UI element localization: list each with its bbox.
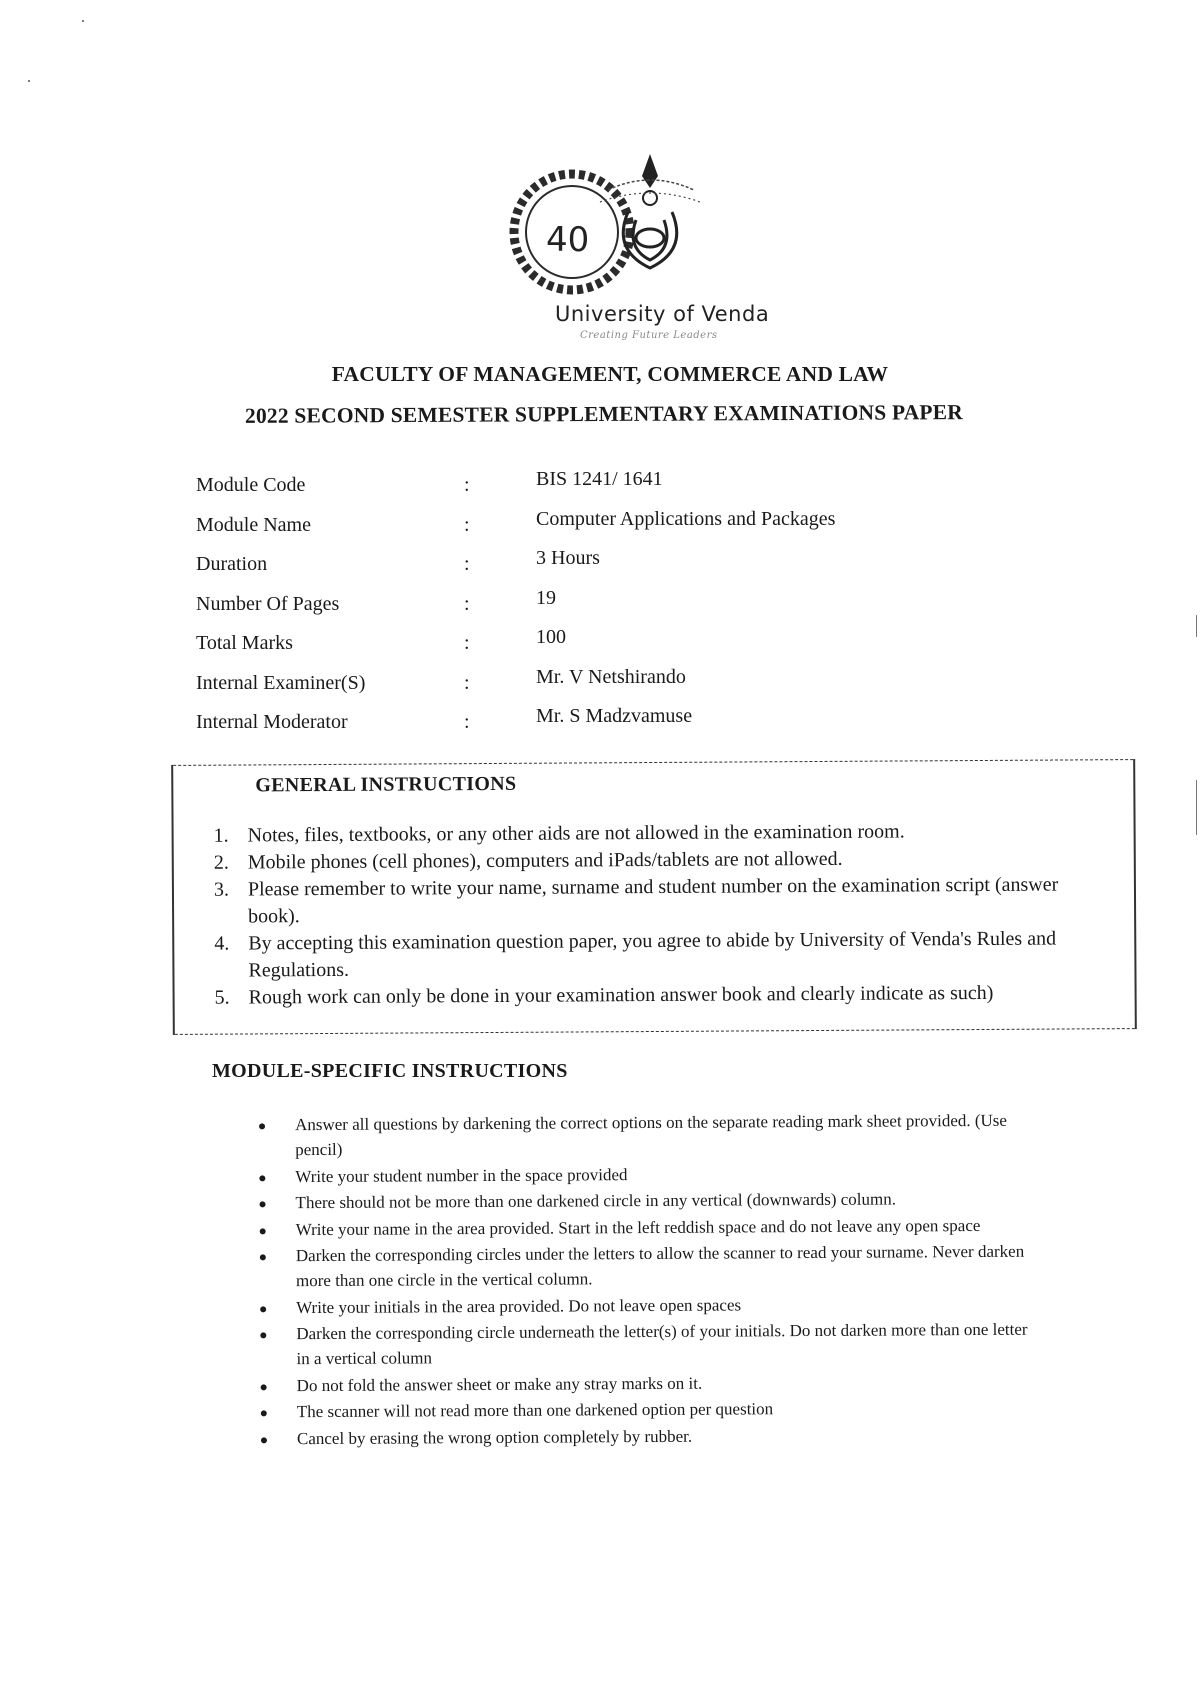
detail-label: Internal Moderator xyxy=(196,711,348,733)
university-name: University of Venda xyxy=(555,302,770,326)
list-item xyxy=(258,1317,1038,1372)
bullet-icon xyxy=(261,1437,267,1443)
general-instructions-box xyxy=(171,759,1137,1035)
detail-value: Mr. V Netshirando xyxy=(536,665,686,688)
detail-colon: : xyxy=(464,671,470,694)
detail-colon: : xyxy=(464,513,470,536)
list-number: 5. xyxy=(214,986,230,1009)
detail-row-internal-moderator xyxy=(196,705,956,745)
list-item-text: Do not fold the answer sheet or make any stray marks on it. xyxy=(296,1373,703,1395)
detail-value: 19 xyxy=(536,586,556,609)
detail-value: BIS 1241/ 1641 xyxy=(536,468,663,490)
list-item-text: Rough work can only be done in your examination answer book and clearly indicate as such) xyxy=(248,981,994,1009)
list-item xyxy=(258,1212,1038,1242)
list-number: 4. xyxy=(214,932,230,955)
detail-label: Number Of Pages xyxy=(196,592,340,615)
bullet-icon xyxy=(259,1175,265,1181)
general-instructions-list xyxy=(214,817,1115,1011)
bullet-icon xyxy=(260,1201,266,1207)
bullet-icon xyxy=(260,1332,266,1338)
detail-row-module-name xyxy=(196,508,956,548)
detail-row-number-of-pages xyxy=(196,587,956,627)
detail-value: Computer Applications and Packages xyxy=(536,507,836,530)
list-item xyxy=(215,979,1115,1011)
detail-colon: : xyxy=(464,553,470,575)
detail-colon: : xyxy=(464,474,470,496)
list-item-text: Please remember to write your name, surname and student number on the examination script (answer book). xyxy=(247,873,1059,928)
list-item xyxy=(257,1186,1037,1216)
list-item xyxy=(257,1108,1037,1163)
university-crest-icon xyxy=(500,150,760,310)
list-item-text: Mobile phones (cell phones), computers and iPads/tablets are not allowed. xyxy=(247,847,843,874)
bullet-icon xyxy=(261,1410,267,1416)
exam-title: 2022 SECOND SEMESTER SUPPLEMENTARY EXAMINATIONS PAPER xyxy=(244,400,964,428)
list-item-text: Darken the corresponding circles under the letters to allow the scanner to read your surname. Never darken more than one circle in the vertical column. xyxy=(295,1241,1025,1291)
list-item xyxy=(259,1368,1039,1398)
faculty-heading: FACULTY OF MANAGEMENT, COMMERCE AND LAW xyxy=(331,362,889,386)
list-item-text: Cancel by erasing the wrong option completely by rubber. xyxy=(296,1426,693,1448)
list-item xyxy=(257,1159,1037,1189)
list-item-text: Write your name in the area provided. Start in the left reddish space and do not leave any open space xyxy=(295,1215,981,1239)
list-number: 3. xyxy=(213,878,230,901)
list-item-text: There should not be more than one darkened circle in any vertical (downwards) column. xyxy=(295,1189,897,1213)
module-instructions-list xyxy=(257,1108,1039,1453)
detail-value: 3 Hours xyxy=(536,547,600,569)
list-item-text: Notes, files, textbooks, or any other aids are not allowed in the examination room. xyxy=(247,820,905,847)
list-item-text: Answer all questions by darkening the correct options on the separate reading mark sheet provided. (Use pencil) xyxy=(294,1110,1007,1160)
university-motto: Creating Future Leaders xyxy=(580,330,718,341)
scan-speck xyxy=(82,20,84,22)
list-item-text: The scanner will not read more than one darkened option per question xyxy=(296,1399,774,1422)
scan-edge-mark xyxy=(1196,615,1197,637)
list-item-text: By accepting this examination question paper, you agree to abide by University of Venda's Rules and Regulations. xyxy=(248,927,1057,982)
scan-edge-mark xyxy=(1196,780,1197,835)
module-details xyxy=(196,468,956,745)
detail-label: Internal Examiner(S) xyxy=(196,671,366,694)
detail-colon: : xyxy=(464,592,470,615)
box-dashed-border xyxy=(173,759,1133,766)
detail-colon: : xyxy=(464,711,470,733)
bullet-icon xyxy=(260,1228,266,1234)
detail-value: Mr. S Madzvamuse xyxy=(536,705,693,727)
list-item-text: Darken the corresponding circle underneath the letter(s) of your initials. Do not darken more than one letter in a vertical column xyxy=(296,1319,1028,1369)
detail-row-total-marks xyxy=(196,626,956,666)
box-dashed-border xyxy=(175,1028,1135,1035)
list-item-text: Write your initials in the area provided. Do not leave open spaces xyxy=(296,1294,742,1317)
module-instructions-title: MODULE-SPECIFIC INSTRUCTIONS xyxy=(212,1060,568,1082)
list-item xyxy=(259,1421,1039,1451)
bullet-icon xyxy=(260,1306,266,1312)
list-number: 2. xyxy=(213,851,229,874)
detail-value: 100 xyxy=(536,626,566,648)
bullet-icon xyxy=(260,1254,266,1260)
logo-anniversary-number: 40 xyxy=(546,220,590,260)
list-item xyxy=(258,1239,1038,1294)
detail-label: Total Marks xyxy=(196,632,293,654)
detail-row-duration xyxy=(196,547,956,587)
general-instructions-title: GENERAL INSTRUCTIONS xyxy=(255,772,517,797)
list-item-text: Write your student number in the space provided xyxy=(295,1164,628,1186)
bullet-icon xyxy=(259,1123,265,1129)
list-item xyxy=(214,871,1114,930)
scan-speck xyxy=(28,80,30,82)
list-number: 1. xyxy=(213,824,229,847)
detail-row-internal-examiner xyxy=(196,666,956,706)
detail-label: Module Name xyxy=(196,513,311,536)
list-item xyxy=(258,1290,1038,1320)
detail-colon: : xyxy=(464,632,470,654)
list-item xyxy=(214,925,1114,984)
detail-row-module-code xyxy=(196,468,956,508)
detail-label: Module Code xyxy=(196,474,306,496)
bullet-icon xyxy=(261,1384,267,1390)
detail-label: Duration xyxy=(196,553,268,575)
list-item xyxy=(259,1395,1039,1425)
